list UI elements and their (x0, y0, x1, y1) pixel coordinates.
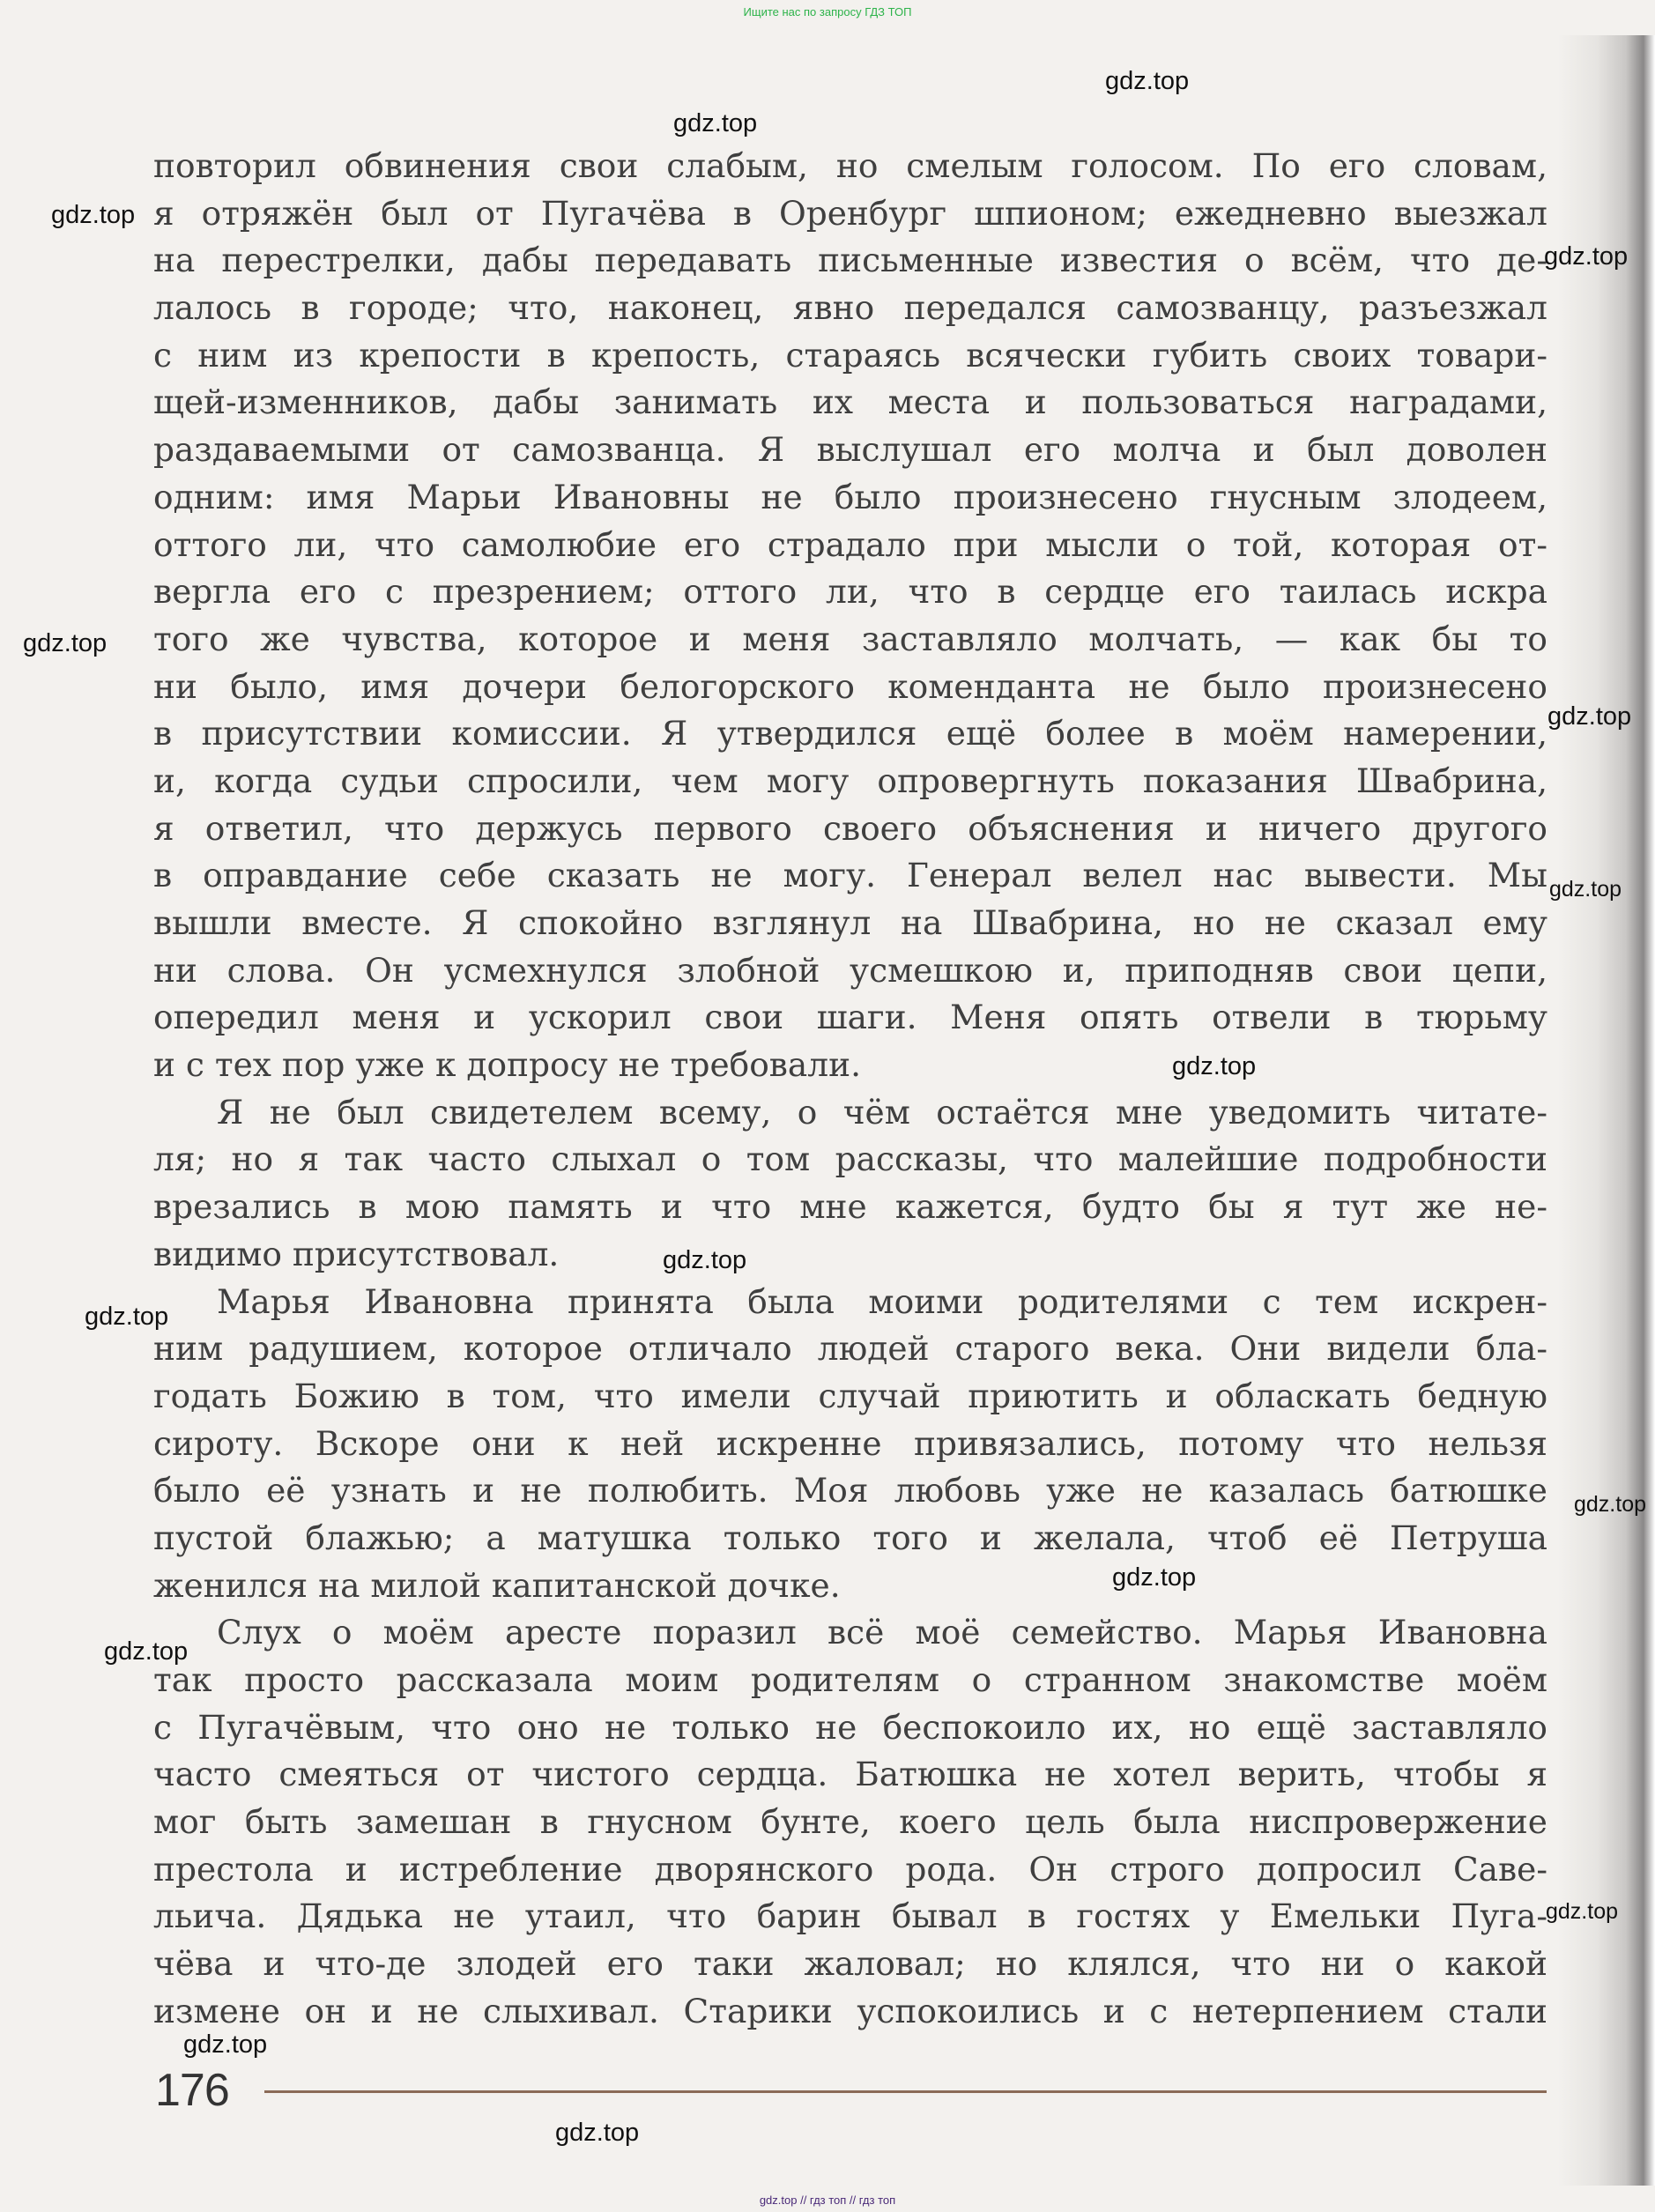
text-line: в оправдание себе сказать не могу. Генерал велел нас вывести. Мы (153, 856, 1547, 895)
text-line: оттого ли, что самолюбие его страдало при мысли о той, которая от- (153, 524, 1547, 564)
text-line: измене он и не слыхивал. Старики успокоились и с нетерпением стали (153, 1991, 1547, 2030)
text-line: опередил меня и ускорил свои шаги. Меня опять отвели в тюрьму (153, 998, 1547, 1037)
text-line: на перестрелки, дабы передавать письменные известия о всём, что де- (153, 241, 1547, 280)
watermark: gdz.top (1546, 1899, 1619, 1924)
text-line: часто смеяться от чистого сердца. Батюшка не хотел верить, чтобы я (153, 1755, 1547, 1794)
footer-rule (264, 2090, 1547, 2093)
watermark: gdz.top (663, 1246, 747, 1274)
text-line: в присутствии комиссии. Я утвердился ещё более в моём намерении, (153, 714, 1547, 753)
text-line: и с тех пор уже к допросу не требовали. (153, 1045, 862, 1085)
watermark: gdz.top (1574, 1492, 1647, 1517)
watermark: gdz.top (1112, 1563, 1197, 1592)
text-line: чёва и что-де злодей его таки жаловал; но клялся, что ни о какой (153, 1944, 1547, 1984)
bottom-footer-links[interactable]: gdz.top // гдз топ // гдз топ (759, 2193, 896, 2207)
watermark: gdz.top (1544, 242, 1629, 271)
text-line: мог быть замешан в гнусном бунте, коего цель была ниспровержение (153, 1802, 1547, 1842)
text-line: я отряжён был от Пугачёва в Оренбург шпионом; ежедневно выезжал (153, 193, 1547, 233)
text-line: престола и истребление дворянского рода. Он строго допросил Саве- (153, 1849, 1547, 1889)
text-line: врезались в мою память и что мне кажется, будто бы я тут же не- (153, 1187, 1547, 1227)
watermark: gdz.top (51, 201, 136, 229)
text-line: вышли вместе. Я спокойно взглянул на Швабрина, но не сказал ему (153, 903, 1547, 942)
text-line: того же чувства, которое и меня заставляло молчать, — как бы то (153, 619, 1547, 658)
text-line: так просто рассказала моим родителям о странном знакомстве моём (153, 1660, 1547, 1699)
text-line: я ответил, что держусь первого своего объяснения и ничего другого (153, 808, 1547, 848)
top-banner[interactable]: Ищите нас по запросу ГДЗ ТОП (743, 5, 912, 19)
watermark: gdz.top (1105, 67, 1190, 95)
text-line: ни слова. Он усмехнулся злобной усмешкою и, приподняв свои цепи, (153, 950, 1547, 990)
watermark: gdz.top (673, 109, 758, 137)
watermark: gdz.top (23, 629, 108, 657)
page-text (153, 143, 1547, 2036)
watermark: gdz.top (104, 1637, 189, 1666)
text-line: Марья Ивановна принята была моими родителями с тем искрен- (217, 1281, 1547, 1321)
page-fold-shadow (1558, 35, 1655, 2186)
text-line: раздаваемыми от самозванца. Я выслушал его молча и был доволен (153, 430, 1547, 470)
text-line: повторил обвинения свои слабым, но смелым голосом. По его словам, (153, 146, 1547, 185)
text-line: годать Божию в том, что имели случай приютить и обласкать бедную (153, 1376, 1547, 1415)
text-line: лалось в городе; что, наконец, явно передался самозванцу, разъезжал (153, 288, 1547, 328)
text-line: было её узнать и не полюбить. Моя любовь уже не казалась батюшке (153, 1471, 1547, 1511)
watermark: gdz.top (85, 1303, 169, 1331)
watermark: gdz.top (183, 2030, 268, 2059)
text-line: пустой блажью; а матушка только того и желала, чтоб её Петруша (153, 1518, 1547, 1557)
text-line: вергла его с презрением; оттого ли, что в сердце его таилась искра (153, 572, 1547, 612)
text-line: ним радушием, которое отличало людей старого века. Они видели бла- (153, 1329, 1547, 1369)
watermark: gdz.top (555, 2119, 640, 2147)
watermark: gdz.top (1547, 702, 1632, 731)
watermark: gdz.top (1549, 877, 1622, 902)
text-line: и, когда судьи спросили, чем могу опровергнуть показания Швабрина, (153, 761, 1547, 800)
text-line: Я не был свидетелем всему, о чём остаётся мне уведомить читате- (217, 1092, 1547, 1132)
text-line: видимо присутствовал. (153, 1234, 560, 1273)
text-line: щей-изменников, дабы занимать их места и пользоваться наградами, (153, 382, 1547, 422)
text-line: льича. Дядька не утаил, что барин бывал в гостях у Емельки Пуга- (153, 1897, 1547, 1936)
page-number: 176 (155, 2065, 229, 2116)
text-line: сироту. Вскоре они к ней искренне привязались, потому что нельзя (153, 1423, 1547, 1463)
text-line: ля; но я так часто слыхал о том рассказы, что малейшие подробности (153, 1139, 1547, 1179)
text-line: женился на милой капитанской дочке. (153, 1565, 841, 1605)
text-line: с Пугачёвым, что оно не только не беспокоило их, но ещё заставляло (153, 1707, 1547, 1747)
text-line: одним: имя Марьи Ивановны не было произнесено гнусным злодеем, (153, 477, 1547, 516)
text-line: ни было, имя дочери белогорского коменданта не было произнесено (153, 666, 1547, 706)
text-line: с ним из крепости в крепость, стараясь всячески губить своих товари- (153, 335, 1547, 375)
watermark: gdz.top (1172, 1052, 1257, 1080)
text-line: Слух о моём аресте поразил всё моё семейство. Марья Ивановна (217, 1613, 1547, 1652)
